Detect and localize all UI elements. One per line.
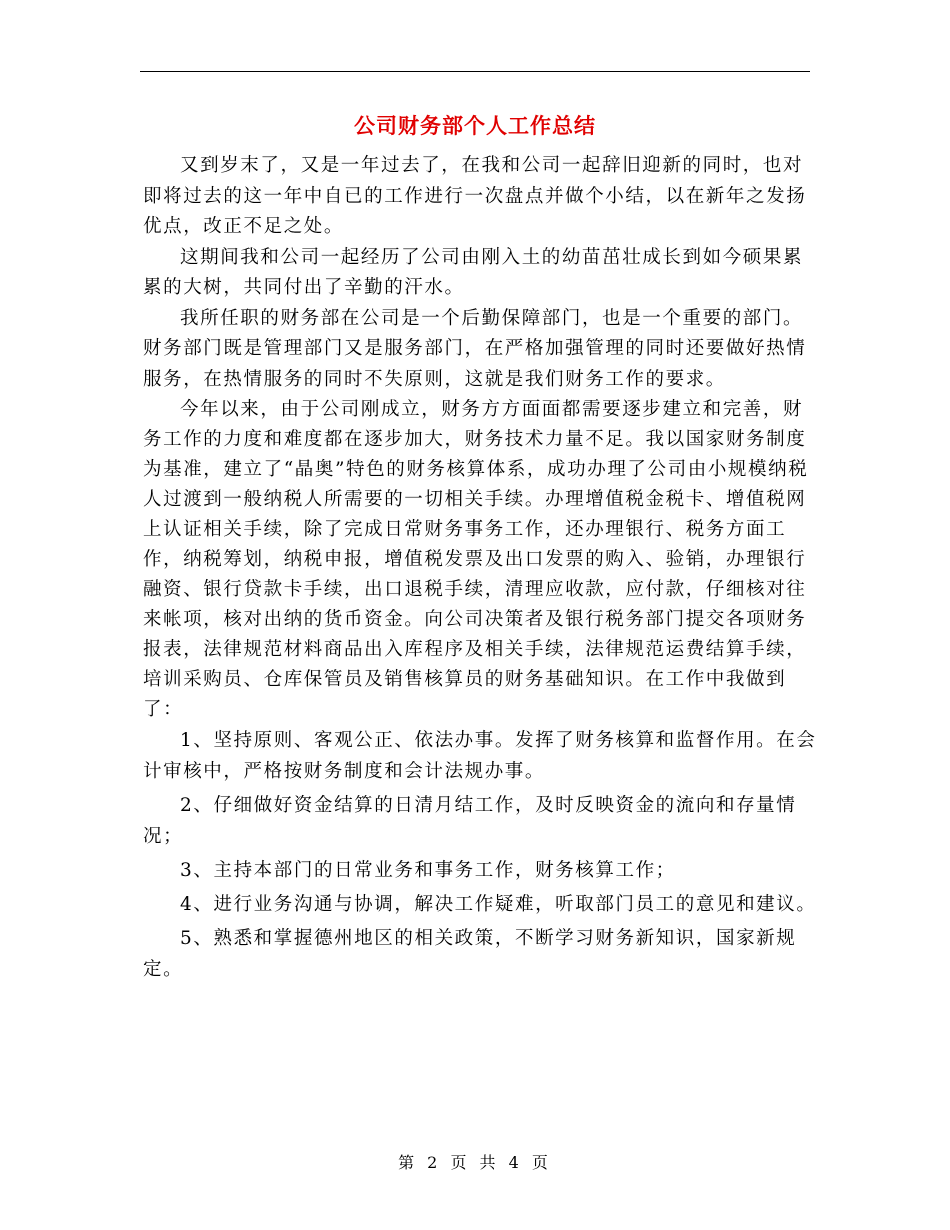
header-rule: [140, 71, 810, 72]
list-item: 1、坚持原则、客观公正、依法办事。发挥了财务核算和监督作用。在会计审核中，严格按财务制度和会计法规办事。: [143, 730, 817, 782]
paragraph: 今年以来，由于公司刚成立，财务方方面面都需要逐步建立和完善，财务工作的力度和难度都在逐步加大，财务技术力量不足。我以国家财务制度为基准，建立了“晶奥”特色的财务核算体系，成功办理了公司由小规模纳税人过渡到一般纳税人所需要的一切相关手续。办理增值税金税卡、增值税网上认证相关手续，除了完成日常财务事务工作，还办理银行、税务方面工作，纳税筹划，纳税申报，增值税发票及出口发票的购入、验销，办理银行融资、银行贷款卡手续，出口退税手续，清理应收款，应付款，仔细核对往来帐项，核对出纳的货币资金。向公司决策者及银行税务部门提交各项财务报表，法律规范材料商品出入库程序及相关手续，法律规范运费结算手续，培训采购员、仓库保管员及销售核算员的财务基础知识。在工作中我做到了：: [143, 399, 809, 720]
page-footer: [0, 1152, 950, 1174]
paragraph: 又到岁末了，又是一年过去了，在我和公司一起辞旧迎新的同时，也对即将过去的这一年中自已的工作进行一次盘点并做个小结，以在新年之发扬优点，改正不足之处。: [143, 155, 807, 237]
list-item: 5、熟悉和掌握德州地区的相关政策，不断学习财务新知识，国家新规定。: [143, 928, 797, 980]
list-item: 3、主持本部门的日常业务和事务工作，财务核算工作；: [180, 860, 676, 881]
page-number-label: 第 2 页 共 4 页: [398, 1153, 552, 1172]
paragraph: 这期间我和公司一起经历了公司由刚入土的幼苗茁壮成长到如今硕果累累的大树，共同付出了辛勤的汗水。: [143, 246, 804, 298]
document-title: 公司财务部个人工作总结: [354, 113, 596, 138]
list-item: 4、进行业务沟通与协调，解决工作疑难，听取部门员工的意见和建议。: [180, 894, 817, 915]
list-item: 2、仔细做好资金结算的日清月结工作，及时反映资金的流向和存量情况；: [143, 795, 797, 847]
paragraph: 我所任职的财务部在公司是一个后勤保障部门，也是一个重要的部门。财务部门既是管理部门又是服务部门，在严格加强管理的同时还要做好热情服务，在热情服务的同时不失原则，这就是我们财务工作的要求。: [143, 307, 807, 390]
document-body: [143, 151, 823, 988]
